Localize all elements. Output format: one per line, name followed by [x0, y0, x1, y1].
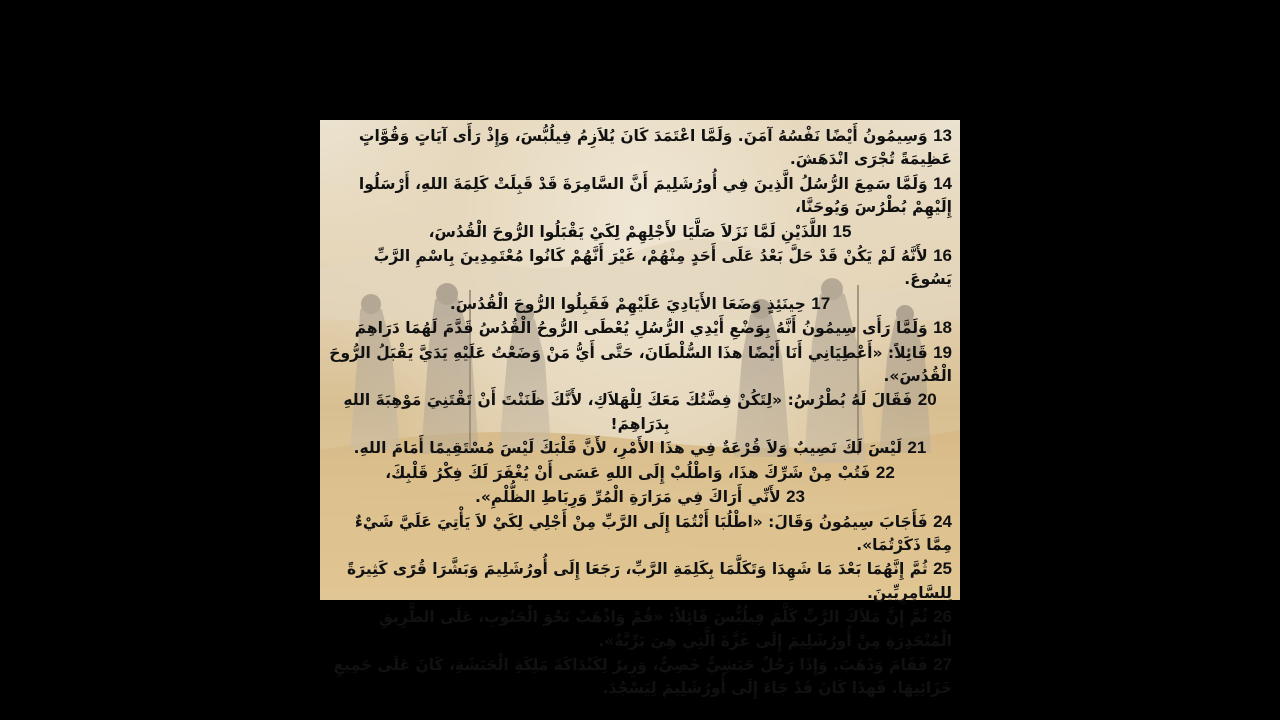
verse-number: 26	[933, 607, 952, 627]
verse-13	[328, 124, 952, 172]
verse-18	[328, 316, 952, 340]
verse-text: فَأَجَابَ سِيمُونُ وَقَالَ: «اطْلُبَا أَنْتُمَا إِلَى الرَّبِّ مِنْ أَجْلِي لِكَيْ لاَ يَأْتِيَ عَلَيَّ شَيْءٌ مِمَّا ذَكَرْتُمَا».	[354, 512, 952, 554]
verse-text: قَائِلاً: «أَعْطِيَانِي أَنَا أَيْضًا هذَا السُّلْطَانَ، حَتَّى أَيُّ مَنْ وَضَعْتُ عَلَيْهِ يَدَيَّ يَقْبَلُ الرُّوحَ الْقُدُسَ».	[329, 343, 952, 386]
verse-number: 25	[933, 559, 952, 579]
verse-27	[328, 653, 952, 701]
verse-20	[328, 388, 952, 436]
verse-text: فَقَالَ لَهُ بُطْرُسُ: «لِتَكُنْ فِضَّتُكَ مَعَكَ لِلْهَلاَكِ، لأَنَّكَ ظَنَنْتَ أَنْ تَقْتَنِيَ مَوْهِبَةَ اللهِ بِدَرَاهِمَ!	[343, 391, 913, 433]
verse-number: 20	[917, 390, 937, 410]
verse-number: 23	[786, 487, 806, 507]
verse-number: 16	[933, 246, 952, 266]
verse-number: 14	[933, 173, 952, 193]
verse-25	[328, 557, 952, 605]
verse-21	[328, 436, 952, 460]
verse-15	[328, 220, 952, 244]
verse-23	[328, 485, 952, 509]
verse-16	[328, 244, 952, 292]
verse-text: وَسِيمُونُ أَيْضًا نَفْسُهُ آمَنَ. وَلَمَّا اعْتَمَدَ كَانَ يُلاَزِمُ فِيلُبُّسَ، وَإِذْ رَأَى آيَاتٍ وَقُوَّاتٍ عَظِيمَةً تُجْرَى انْدَهَشَ.	[358, 127, 952, 169]
verse-number: 18	[933, 318, 952, 338]
verse-text: لأَنِّي أَرَاكَ فِي مَرَارَةِ الْمُرِّ وَرِبَاطِ الظُّلْمِ».	[474, 488, 781, 507]
verse-number: 22	[875, 462, 895, 482]
scripture-slide	[320, 120, 960, 698]
verse-text: وَلَمَّا سَمِعَ الرُّسُلُ الَّذِينَ فِي أُورُشَلِيمَ أَنَّ السَّامِرَةَ قَدْ قَبِلَتْ كَلِمَةَ اللهِ، أَرْسَلُوا إِلَيْهِمْ بُطْرُسَ وَيُوحَنَّا،	[358, 174, 952, 217]
verse-number: 19	[933, 342, 952, 362]
verse-text-block	[328, 124, 952, 701]
verse-number: 13	[933, 126, 952, 145]
verse-17	[328, 292, 952, 316]
verse-number: 15	[832, 221, 852, 241]
verse-24	[328, 510, 952, 558]
verse-text: فَقَامَ وَذَهَبَ. وَإِذَا رَجُلٌ حَبَشِيٌّ خَصِيٌّ، وَزِيرٌ لِكَنْدَاكَةَ مَلِكَةِ الْحَبَشَةِ، كَانَ عَلَى جَمِيعِ خَزَائِنِهَا. فَهذَا كَانَ قَدْ جَاءَ إِلَى أُورُشَلِيمَ لِيَسْجُدَ.	[333, 655, 952, 698]
verse-22	[328, 461, 952, 485]
verse-text: حِينَئِذٍ وَضَعَا الأَيَادِيَ عَلَيْهِمْ فَقَبِلُوا الرُّوحَ الْقُدُسَ.	[449, 294, 806, 313]
verse-text: ثُمَّ إِنَّهُمَا بَعْدَ مَا شَهِدَا وَتَكَلَّمَا بِكَلِمَةِ الرَّبِّ، رَجَعَا إِلَى أُورُشَلِيمَ وَبَشَّرَا قُرًى كَثِيرَةً لِلسَّامِرِيِّينَ.	[347, 560, 952, 602]
verse-text: لَيْسَ لَكَ نَصِيبٌ وَلاَ قُرْعَةٌ فِي هذَا الأَمْرِ، لأَنَّ قَلْبَكَ لَيْسَ مُسْتَقِيمًا أَمَامَ اللهِ.	[353, 439, 903, 458]
verse-text: لأَنَّهُ لَمْ يَكُنْ قَدْ حَلَّ بَعْدُ عَلَى أَحَدٍ مِنْهُمْ، غَيْرَ أَنَّهُمْ كَانُوا مُعْتَمِدِينَ بِاسْمِ الرَّبِّ يَسُوعَ.	[373, 247, 952, 289]
verse-text: وَلَمَّا رَأَى سِيمُونُ أَنَّهُ بِوَضْعِ أَيْدِي الرُّسُلِ يُعْطَى الرُّوحُ الْقُدُسُ قَدَّمَ لَهُمَا دَرَاهِمَ	[354, 319, 928, 338]
verse-text: فَتُبْ مِنْ شَرِّكَ هذَا، وَاطْلُبْ إِلَى اللهِ عَسَى أَنْ يُغْفَرَ لَكَ فِكْرُ قَلْبِكَ،	[385, 463, 871, 482]
verse-number: 21	[907, 438, 927, 458]
verse-number: 24	[933, 511, 952, 531]
verse-14	[328, 172, 952, 220]
verse-number: 27	[933, 654, 952, 674]
verse-text: ثُمَّ إِنَّ مَلاَكَ الرَّبِّ كَلَّمَ فِيلُبُّسَ قَائِلاً: «قُمْ وَاذْهَبْ نَحْوَ الْجَنُوبِ، عَلَى الطَّرِيقِ الْمُنْحَدِرَةِ مِنْ أُورُشَلِيمَ إِلَى غَزَّةَ الَّتِي هِيَ بَرِّيَّةٌ».	[379, 608, 952, 650]
verse-19	[328, 341, 952, 389]
verse-text: اللَّذَيْنِ لَمَّا نَزَلاَ صَلَّيَا لأَجْلِهِمْ لِكَيْ يَقْبَلُوا الرُّوحَ الْقُدُسَ،	[428, 222, 828, 241]
verse-26	[328, 605, 952, 653]
verse-number: 17	[811, 293, 831, 313]
